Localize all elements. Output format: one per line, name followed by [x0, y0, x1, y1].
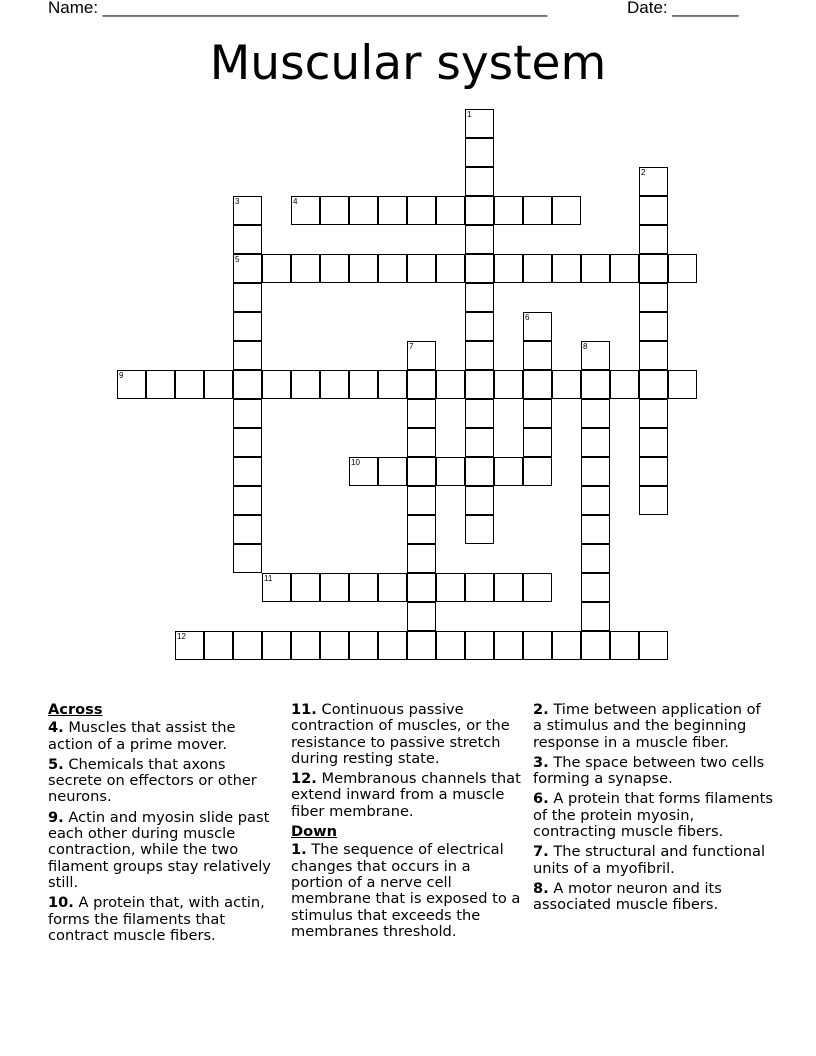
clue-number: 3. — [533, 753, 549, 771]
clue-number: 12. — [291, 770, 317, 788]
crossword-cell[interactable] — [639, 486, 668, 515]
clue-number: 1. — [291, 841, 307, 859]
crossword-cell[interactable] — [610, 631, 639, 660]
crossword-cell[interactable] — [639, 631, 668, 660]
crossword-cell[interactable] — [233, 283, 262, 312]
crossword-cell[interactable] — [523, 399, 552, 428]
crossword-cell[interactable] — [233, 254, 262, 283]
clue-column-2 — [291, 702, 527, 944]
cell-number: 11 — [264, 574, 273, 583]
clue-text: Membranous channels that extend inward from a muscle fiber membrane. — [291, 770, 521, 820]
crossword-cell[interactable] — [407, 196, 436, 225]
cell-number: 7 — [409, 342, 414, 351]
clue-column-3 — [533, 702, 773, 918]
crossword-cell[interactable] — [378, 631, 407, 660]
crossword-cell[interactable] — [494, 573, 523, 602]
cell-number: 9 — [119, 371, 124, 380]
crossword-cell[interactable] — [233, 631, 262, 660]
crossword-cell[interactable] — [581, 544, 610, 573]
crossword-cell[interactable] — [407, 515, 436, 544]
crossword-cell[interactable] — [465, 573, 494, 602]
clue-number: 11. — [291, 701, 317, 718]
clue-number: 7. — [533, 843, 549, 861]
crossword-cell[interactable] — [523, 341, 552, 370]
crossword-cell[interactable] — [465, 138, 494, 167]
clue-column-1 — [48, 702, 284, 948]
crossword-cell[interactable] — [465, 457, 494, 486]
crossword-cell[interactable] — [378, 457, 407, 486]
crossword-cell[interactable] — [639, 428, 668, 457]
cell-number: 3 — [235, 197, 240, 206]
crossword-cell[interactable] — [349, 196, 378, 225]
crossword-cell[interactable] — [262, 254, 291, 283]
clue-number: 5. — [48, 755, 64, 773]
crossword-cell[interactable] — [349, 573, 378, 602]
clue-text: The sequence of electrical changes that occurs in a portion of a nerve cell membrane that is exposed to a stimulus that exceeds the membranes threshold. — [291, 841, 521, 940]
crossword-cell[interactable] — [465, 196, 494, 225]
cell-number: 4 — [293, 197, 298, 206]
across-heading: Across — [48, 701, 103, 718]
cell-number: 1 — [467, 110, 472, 119]
crossword-cell[interactable] — [320, 370, 349, 399]
clue-text: Chemicals that axons secrete on effectors or other neurons. — [48, 755, 257, 806]
crossword-cell[interactable] — [639, 399, 668, 428]
crossword-cell[interactable] — [639, 312, 668, 341]
crossword-cell[interactable] — [233, 544, 262, 573]
crossword-cell[interactable] — [262, 631, 291, 660]
clue-text: Time between application of a stimulus and the beginning response in a muscle fiber. — [533, 701, 761, 751]
clue-text: A motor neuron and its associated muscle fibers. — [533, 879, 722, 914]
crossword-cell[interactable] — [465, 428, 494, 457]
crossword-cell[interactable] — [233, 312, 262, 341]
page-title: Muscular system — [209, 36, 607, 91]
clue-across-9 — [48, 810, 284, 891]
crossword-cell[interactable] — [523, 312, 552, 341]
clue-down-7 — [533, 844, 773, 877]
crossword-cell[interactable] — [639, 370, 668, 399]
crossword-cell[interactable] — [465, 109, 494, 138]
crossword-cell[interactable] — [436, 254, 465, 283]
clue-across-10 — [48, 895, 284, 944]
date-field[interactable]: Date: _______ — [627, 0, 739, 17]
crossword-cell[interactable] — [523, 631, 552, 660]
crossword-cell[interactable] — [610, 254, 639, 283]
clue-number: 9. — [48, 808, 64, 826]
cell-number: 12 — [177, 632, 186, 641]
crossword-cell[interactable] — [320, 573, 349, 602]
crossword-cell[interactable] — [262, 370, 291, 399]
crossword-cell[interactable] — [465, 283, 494, 312]
clue-number: 8. — [533, 879, 549, 897]
crossword-cell[interactable] — [175, 631, 204, 660]
clue-down-6 — [533, 791, 773, 840]
clue-across-5 — [48, 757, 284, 806]
crossword-cell[interactable] — [639, 167, 668, 196]
crossword-cell[interactable] — [436, 573, 465, 602]
crossword-cell[interactable] — [639, 254, 668, 283]
crossword-cell[interactable] — [465, 225, 494, 254]
cell-number: 8 — [583, 342, 588, 351]
clue-text: Muscles that assist the action of a prime mover. — [48, 719, 236, 753]
clue-text: A protein that forms filaments of the protein myosin, contracting muscle fibers. — [533, 790, 773, 841]
crossword-cell[interactable] — [291, 196, 320, 225]
crossword-cell[interactable] — [581, 515, 610, 544]
crossword-cell[interactable] — [523, 573, 552, 602]
crossword-cell[interactable] — [523, 370, 552, 399]
crossword-cell[interactable] — [494, 631, 523, 660]
crossword-cell[interactable] — [465, 631, 494, 660]
clue-number: 6. — [533, 790, 549, 808]
crossword-cell[interactable] — [581, 254, 610, 283]
crossword-cell[interactable] — [465, 486, 494, 515]
crossword-cell[interactable] — [407, 544, 436, 573]
crossword-cell[interactable] — [378, 196, 407, 225]
crossword-cell[interactable] — [233, 196, 262, 225]
crossword-cell[interactable] — [581, 573, 610, 602]
crossword-cell[interactable] — [494, 370, 523, 399]
crossword-cell[interactable] — [146, 370, 175, 399]
crossword-cell[interactable] — [378, 254, 407, 283]
crossword-cell[interactable] — [610, 370, 639, 399]
crossword-cell[interactable] — [320, 196, 349, 225]
clue-text: The space between two cells forming a synapse. — [533, 753, 765, 788]
crossword-cell[interactable] — [552, 370, 581, 399]
crossword-cell[interactable] — [233, 486, 262, 515]
clue-text: Continuous passive contraction of muscles, or the resistance to passive stretch during resting state. — [291, 701, 510, 767]
crossword-cell[interactable] — [436, 196, 465, 225]
crossword-cell[interactable] — [291, 254, 320, 283]
crossword-cell[interactable] — [581, 399, 610, 428]
crossword-cell[interactable] — [407, 254, 436, 283]
crossword-cell[interactable] — [523, 428, 552, 457]
clue-across-11 — [291, 702, 527, 767]
clue-down-2 — [533, 702, 773, 751]
crossword-cell[interactable] — [349, 631, 378, 660]
crossword-cell[interactable] — [436, 370, 465, 399]
crossword-cell[interactable] — [552, 254, 581, 283]
crossword-cell[interactable] — [204, 370, 233, 399]
cell-number: 10 — [351, 458, 360, 467]
crossword-cell[interactable] — [436, 457, 465, 486]
cell-number: 6 — [525, 313, 530, 322]
crossword-cell[interactable] — [494, 457, 523, 486]
crossword-cell[interactable] — [668, 370, 697, 399]
crossword-cell[interactable] — [262, 573, 291, 602]
crossword-cell[interactable] — [291, 573, 320, 602]
crossword-cell[interactable] — [523, 196, 552, 225]
crossword-cell[interactable] — [581, 341, 610, 370]
crossword-cell[interactable] — [291, 631, 320, 660]
crossword-cell[interactable] — [407, 457, 436, 486]
clue-down-3 — [533, 755, 773, 788]
crossword-cell[interactable] — [320, 631, 349, 660]
crossword-cell[interactable] — [639, 196, 668, 225]
crossword-cell[interactable] — [581, 457, 610, 486]
crossword-cell[interactable] — [349, 370, 378, 399]
crossword-cell[interactable] — [233, 225, 262, 254]
crossword-cell[interactable] — [523, 254, 552, 283]
crossword-cell[interactable] — [668, 254, 697, 283]
crossword-cell[interactable] — [407, 428, 436, 457]
crossword-cell[interactable] — [407, 486, 436, 515]
crossword-cell[interactable] — [552, 631, 581, 660]
crossword-cell[interactable] — [581, 370, 610, 399]
crossword-cell[interactable] — [581, 631, 610, 660]
crossword-cell[interactable] — [204, 631, 233, 660]
cell-number: 5 — [235, 255, 240, 264]
clue-text: The structural and functional units of a myofibril. — [533, 843, 766, 877]
crossword-cell[interactable] — [407, 602, 436, 631]
clue-text: A protein that, with actin, forms the filaments that contract muscle fibers. — [48, 894, 265, 944]
crossword-cell[interactable] — [233, 428, 262, 457]
cell-number: 2 — [641, 168, 646, 177]
crossword-cell[interactable] — [233, 341, 262, 370]
clue-down-8 — [533, 881, 773, 914]
clue-number: 10. — [48, 894, 74, 912]
crossword-cell[interactable] — [233, 515, 262, 544]
crossword-cell[interactable] — [407, 573, 436, 602]
crossword-cell[interactable] — [436, 631, 465, 660]
clue-down-1 — [291, 842, 527, 940]
crossword-cell[interactable] — [523, 457, 552, 486]
crossword-cell[interactable] — [639, 341, 668, 370]
crossword-cell[interactable] — [378, 573, 407, 602]
crossword-cell[interactable] — [349, 457, 378, 486]
crossword-cell[interactable] — [233, 399, 262, 428]
crossword-cell[interactable] — [378, 370, 407, 399]
crossword-cell[interactable] — [465, 370, 494, 399]
crossword-cell[interactable] — [407, 370, 436, 399]
name-field[interactable]: Name: _______________________________________________ — [48, 0, 548, 17]
crossword-cell[interactable] — [233, 457, 262, 486]
crossword-cell[interactable] — [349, 254, 378, 283]
crossword-cell[interactable] — [465, 254, 494, 283]
crossword-cell[interactable] — [407, 631, 436, 660]
crossword-cell[interactable] — [233, 370, 262, 399]
clue-across-12 — [291, 771, 527, 820]
crossword-cell[interactable] — [465, 312, 494, 341]
clue-across-4 — [48, 720, 284, 753]
crossword-cell[interactable] — [494, 196, 523, 225]
crossword-cell[interactable] — [581, 602, 610, 631]
clue-text: Actin and myosin slide past each other during muscle contraction, while the two filament groups stay relatively still. — [48, 808, 271, 891]
crossword-cell[interactable] — [320, 254, 349, 283]
clue-number: 4. — [48, 719, 64, 737]
clue-number: 2. — [533, 701, 549, 718]
crossword-cell[interactable] — [465, 341, 494, 370]
crossword-cell[interactable] — [117, 370, 146, 399]
crossword-cell[interactable] — [407, 399, 436, 428]
crossword-cell[interactable] — [465, 399, 494, 428]
crossword-cell[interactable] — [465, 515, 494, 544]
crossword-cell[interactable] — [291, 370, 320, 399]
crossword-cell[interactable] — [175, 370, 204, 399]
crossword-cell[interactable] — [552, 196, 581, 225]
crossword-cell[interactable] — [581, 486, 610, 515]
crossword-cell[interactable] — [639, 457, 668, 486]
crossword-cell[interactable] — [494, 254, 523, 283]
down-heading: Down — [291, 823, 338, 841]
crossword-cell[interactable] — [581, 428, 610, 457]
crossword-cell[interactable] — [407, 341, 436, 370]
crossword-cell[interactable] — [639, 283, 668, 312]
crossword-cell[interactable] — [639, 225, 668, 254]
crossword-cell[interactable] — [465, 167, 494, 196]
